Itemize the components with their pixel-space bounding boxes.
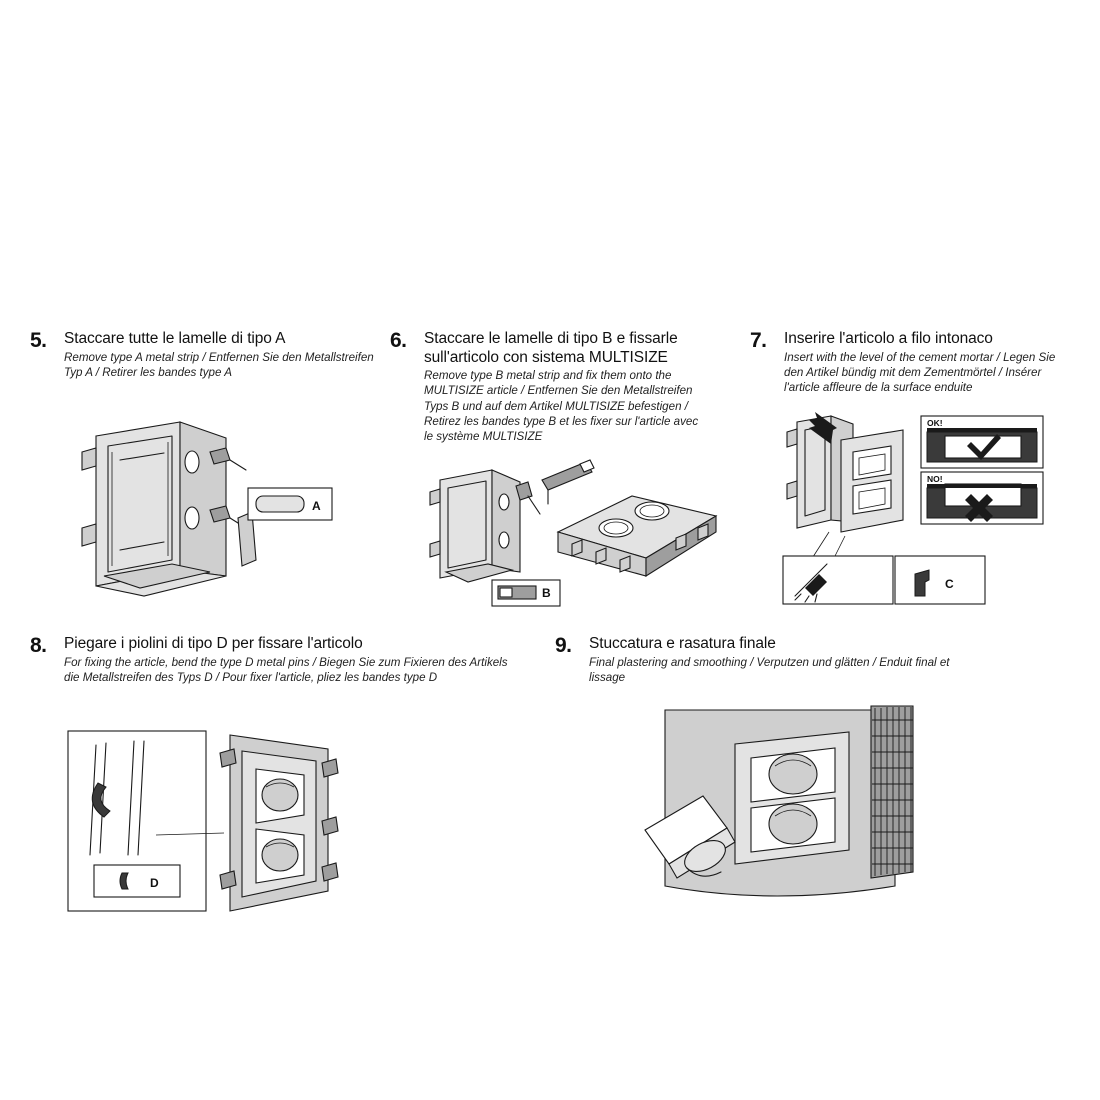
no-panel bbox=[921, 472, 1043, 524]
step-9-title: Stuccatura e rasatura finale bbox=[589, 635, 776, 652]
wall-box-illustration bbox=[82, 422, 226, 596]
wall-box-illustration-small bbox=[430, 470, 540, 582]
ok-panel bbox=[921, 416, 1043, 468]
step-6-number: 6. bbox=[390, 329, 407, 352]
step-5-number: 5. bbox=[30, 329, 47, 352]
step-7-title: Inserire l'articolo a filo intonaco bbox=[784, 330, 993, 347]
step-8-title: Piegare i piolini di tipo D per fissare l'articolo bbox=[64, 635, 363, 652]
badge-d-label: D bbox=[150, 876, 159, 890]
multisize-article bbox=[558, 496, 716, 576]
badge-a bbox=[248, 488, 332, 520]
step-8-figure bbox=[60, 725, 380, 925]
step-6-header bbox=[390, 330, 710, 445]
step-7-number: 7. bbox=[750, 329, 767, 352]
step-9-text bbox=[589, 635, 975, 685]
step-6 bbox=[390, 330, 710, 445]
badge-b bbox=[492, 580, 560, 606]
ok-label: OK! bbox=[927, 418, 943, 428]
step-9-header bbox=[555, 635, 975, 685]
step-9-number: 9. bbox=[555, 634, 572, 657]
badge-c-label: C bbox=[945, 577, 954, 591]
installed-article bbox=[220, 735, 338, 911]
step-7-subtitle: Insert with the level of the cement mortar / Legen Sie den Artikel bündig mit dem Zementmörtel / Insérer l'article affleure de la surface enduite bbox=[784, 350, 1056, 395]
step-5-figure bbox=[60, 400, 380, 620]
step-8 bbox=[30, 635, 510, 685]
step-7-header bbox=[750, 330, 1060, 395]
badge-a-label: A bbox=[312, 499, 321, 513]
step-6-figure bbox=[420, 440, 750, 620]
step-6-text bbox=[424, 330, 710, 445]
step-5-title: Staccare tutte le lamelle di tipo A bbox=[64, 330, 286, 347]
step-6-subtitle: Remove type B metal strip and fix them onto the MULTISIZE article / Entfernen Sie den Metallstreifen Typs B und auf dem Artikel MULTISIZE befestigen / Retirez les bandes type B et les fixer sur l'article avec le système MULTISIZE bbox=[424, 369, 699, 444]
badge-b-label: B bbox=[542, 586, 551, 600]
step-5 bbox=[30, 330, 380, 380]
wall-section-illustration bbox=[787, 412, 903, 560]
step-8-subtitle: For fixing the article, bend the type D metal pins / Biegen Sie zum Fixieren des Artikels die Metallstreifen des Typs D / Pour fixer l'article, pliez les bandes type D bbox=[64, 655, 508, 684]
no-label: NO! bbox=[927, 474, 943, 484]
step-5-text bbox=[64, 330, 380, 380]
step-7-figure bbox=[775, 410, 1075, 610]
hand-detail-panel bbox=[783, 556, 893, 604]
step-5-header bbox=[30, 330, 380, 380]
step-9 bbox=[555, 635, 975, 685]
step-5-subtitle: Remove type A metal strip / Entfernen Sie den Metallstreifen Typ A / Retirer les bandes type A bbox=[64, 350, 374, 379]
badge-d bbox=[94, 865, 180, 897]
step-9-figure bbox=[595, 700, 995, 920]
step-8-header bbox=[30, 635, 510, 685]
step-7 bbox=[750, 330, 1060, 395]
step-9-subtitle: Final plastering and smoothing / Verputzen und glätten / Enduit final et lissage bbox=[589, 655, 950, 684]
wall-plastering-scene bbox=[645, 706, 913, 896]
step-6-title: Staccare le lamelle di tipo B e fissarle sull'articolo con sistema MULTISIZE bbox=[424, 330, 678, 366]
type-b-strip bbox=[542, 460, 594, 504]
step-8-text bbox=[64, 635, 510, 685]
step-7-text bbox=[784, 330, 1060, 395]
step-8-number: 8. bbox=[30, 634, 47, 657]
badge-c bbox=[895, 556, 985, 604]
